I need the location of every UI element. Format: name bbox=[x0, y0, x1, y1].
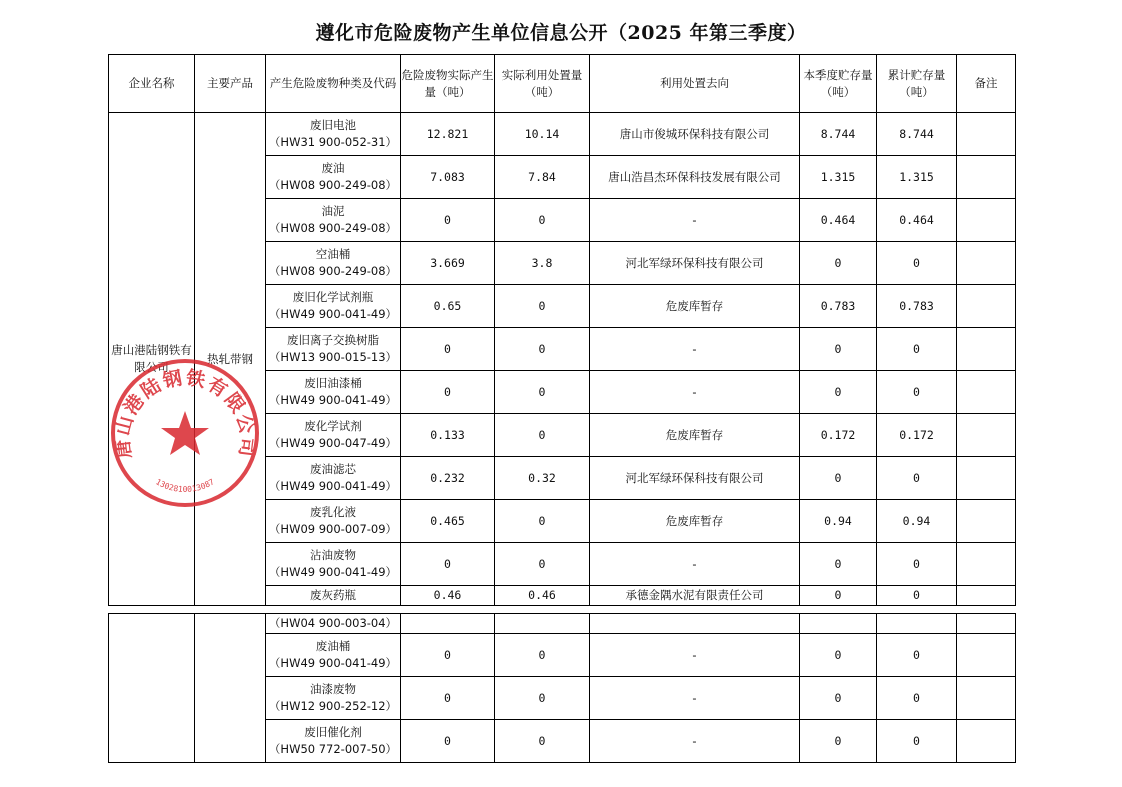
remark-cell bbox=[957, 634, 1016, 677]
remark-cell bbox=[957, 414, 1016, 457]
disposed-cell: 0 bbox=[495, 677, 590, 720]
destination-cell: 唐山浩昌杰环保科技发展有限公司 bbox=[590, 156, 800, 199]
total-storage-cell: 0.783 bbox=[877, 285, 957, 328]
destination-cell: 危废库暂存 bbox=[590, 285, 800, 328]
total-storage-cell: 0.94 bbox=[877, 500, 957, 543]
destination-cell: 河北军绿环保科技有限公司 bbox=[590, 242, 800, 285]
disposed-cell: 0 bbox=[495, 328, 590, 371]
waste-type-cell: 废旧电池 （HW31 900-052-31） bbox=[266, 113, 401, 156]
waste-type-cell: （HW04 900-003-04） bbox=[266, 614, 401, 634]
waste-table-continued bbox=[108, 613, 1016, 763]
total-storage-cell: 1.315 bbox=[877, 156, 957, 199]
disposed-cell: 0 bbox=[495, 634, 590, 677]
main-product-cell: 热轧带钢 bbox=[195, 113, 266, 606]
header-disposed: 实际利用处置量（吨） bbox=[495, 55, 590, 113]
disposed-cell: 0 bbox=[495, 414, 590, 457]
disposed-cell: 7.84 bbox=[495, 156, 590, 199]
waste-table bbox=[108, 54, 1016, 606]
quarter-storage-cell: 0 bbox=[800, 634, 877, 677]
quarter-storage-cell: 0 bbox=[800, 586, 877, 606]
waste-type-cell: 废旧离子交换树脂 （HW13 900-015-13） bbox=[266, 328, 401, 371]
destination-cell: - bbox=[590, 634, 800, 677]
generated-cell: 0 bbox=[401, 720, 495, 763]
header-destination: 利用处置去向 bbox=[590, 55, 800, 113]
generated-cell: 0.46 bbox=[401, 586, 495, 606]
disposed-cell: 0 bbox=[495, 285, 590, 328]
total-storage-cell: 0 bbox=[877, 371, 957, 414]
disposed-cell: 0 bbox=[495, 720, 590, 763]
remark-cell bbox=[957, 371, 1016, 414]
header-total-storage: 累计贮存量（吨） bbox=[877, 55, 957, 113]
generated-cell bbox=[401, 614, 495, 634]
waste-type-cell: 废灰药瓶 bbox=[266, 586, 401, 606]
total-storage-cell: 0 bbox=[877, 720, 957, 763]
company-name-cell-cont bbox=[109, 614, 195, 763]
quarter-storage-cell: 0.172 bbox=[800, 414, 877, 457]
waste-type-cell: 废旧化学试剂瓶 （HW49 900-041-49） bbox=[266, 285, 401, 328]
svg-text:1302810013087: 1302810013087 bbox=[154, 477, 216, 494]
header-row bbox=[109, 55, 1016, 113]
generated-cell: 0.65 bbox=[401, 285, 495, 328]
destination-cell: - bbox=[590, 371, 800, 414]
quarter-storage-cell: 0.94 bbox=[800, 500, 877, 543]
quarter-storage-cell: 0 bbox=[800, 543, 877, 586]
waste-type-cell: 废乳化液 （HW09 900-007-09） bbox=[266, 500, 401, 543]
waste-type-cell: 废油滤芯 （HW49 900-041-49） bbox=[266, 457, 401, 500]
remark-cell bbox=[957, 720, 1016, 763]
header-waste-type: 产生危险废物种类及代码 bbox=[266, 55, 401, 113]
remark-cell bbox=[957, 457, 1016, 500]
waste-type-cell: 废旧油漆桶 （HW49 900-041-49） bbox=[266, 371, 401, 414]
total-storage-cell: 0 bbox=[877, 543, 957, 586]
page-title: 遵化市危险废物产生单位信息公开（2025 年第三季度） bbox=[315, 22, 807, 44]
destination-cell: 危废库暂存 bbox=[590, 500, 800, 543]
generated-cell: 3.669 bbox=[401, 242, 495, 285]
total-storage-cell: 0 bbox=[877, 586, 957, 606]
total-storage-cell: 0 bbox=[877, 457, 957, 500]
remark-cell bbox=[957, 242, 1016, 285]
destination-cell: 唐山市俊城环保科技有限公司 bbox=[590, 113, 800, 156]
total-storage-cell: 0.172 bbox=[877, 414, 957, 457]
remark-cell bbox=[957, 156, 1016, 199]
quarter-storage-cell: 0 bbox=[800, 328, 877, 371]
quarter-storage-cell: 0 bbox=[800, 457, 877, 500]
destination-cell: - bbox=[590, 677, 800, 720]
destination-cell: - bbox=[590, 328, 800, 371]
destination-cell: 河北军绿环保科技有限公司 bbox=[590, 457, 800, 500]
waste-type-cell: 油漆废物 （HW12 900-252-12） bbox=[266, 677, 401, 720]
disposed-cell: 0.32 bbox=[495, 457, 590, 500]
table-row bbox=[109, 614, 1016, 634]
generated-cell: 0 bbox=[401, 634, 495, 677]
generated-cell: 12.821 bbox=[401, 113, 495, 156]
quarter-storage-cell: 0.783 bbox=[800, 285, 877, 328]
remark-cell bbox=[957, 677, 1016, 720]
total-storage-cell: 0 bbox=[877, 328, 957, 371]
header-generated: 危险废物实际产生量（吨） bbox=[401, 55, 495, 113]
waste-type-cell: 废旧催化剂 （HW50 772-007-50） bbox=[266, 720, 401, 763]
header-product: 主要产品 bbox=[195, 55, 266, 113]
remark-cell bbox=[957, 113, 1016, 156]
quarter-storage-cell: 0 bbox=[800, 371, 877, 414]
generated-cell: 0 bbox=[401, 199, 495, 242]
quarter-storage-cell: 1.315 bbox=[800, 156, 877, 199]
destination-cell: - bbox=[590, 199, 800, 242]
destination-cell: 承德金隅水泥有限责任公司 bbox=[590, 586, 800, 606]
generated-cell: 0 bbox=[401, 677, 495, 720]
generated-cell: 0 bbox=[401, 543, 495, 586]
quarter-storage-cell: 8.744 bbox=[800, 113, 877, 156]
remark-cell bbox=[957, 543, 1016, 586]
destination-cell: 危废库暂存 bbox=[590, 414, 800, 457]
total-storage-cell: 8.744 bbox=[877, 113, 957, 156]
quarter-storage-cell: 0 bbox=[800, 677, 877, 720]
quarter-storage-cell bbox=[800, 614, 877, 634]
header-quarter-storage: 本季度贮存量（吨） bbox=[800, 55, 877, 113]
disposed-cell: 0.46 bbox=[495, 586, 590, 606]
disposed-cell bbox=[495, 614, 590, 634]
remark-cell bbox=[957, 328, 1016, 371]
svg-text:唐山港陆钢铁有限公司: 唐山港陆钢铁有限公司 bbox=[111, 366, 259, 460]
generated-cell: 0 bbox=[401, 328, 495, 371]
waste-type-cell: 沾油废物 （HW49 900-041-49） bbox=[266, 543, 401, 586]
quarter-storage-cell: 0.464 bbox=[800, 199, 877, 242]
disposed-cell: 0 bbox=[495, 199, 590, 242]
remark-cell bbox=[957, 614, 1016, 634]
generated-cell: 0.232 bbox=[401, 457, 495, 500]
quarter-storage-cell: 0 bbox=[800, 720, 877, 763]
disposed-cell: 3.8 bbox=[495, 242, 590, 285]
total-storage-cell: 0 bbox=[877, 242, 957, 285]
table-row bbox=[109, 113, 1016, 156]
generated-cell: 0.133 bbox=[401, 414, 495, 457]
disposed-cell: 0 bbox=[495, 500, 590, 543]
destination-cell: - bbox=[590, 543, 800, 586]
header-remark: 备注 bbox=[957, 55, 1016, 113]
disposed-cell: 0 bbox=[495, 543, 590, 586]
remark-cell bbox=[957, 500, 1016, 543]
destination-cell: - bbox=[590, 720, 800, 763]
waste-type-cell: 废油桶 （HW49 900-041-49） bbox=[266, 634, 401, 677]
header-company: 企业名称 bbox=[109, 55, 195, 113]
total-storage-cell: 0 bbox=[877, 677, 957, 720]
remark-cell bbox=[957, 285, 1016, 328]
company-name-cell: 唐山港陆钢铁有限公司 bbox=[109, 113, 195, 606]
destination-cell bbox=[590, 614, 800, 634]
waste-type-cell: 废油 （HW08 900-249-08） bbox=[266, 156, 401, 199]
total-storage-cell: 0 bbox=[877, 634, 957, 677]
disposed-cell: 10.14 bbox=[495, 113, 590, 156]
main-product-cell-cont bbox=[195, 614, 266, 763]
generated-cell: 0 bbox=[401, 371, 495, 414]
generated-cell: 7.083 bbox=[401, 156, 495, 199]
quarter-storage-cell: 0 bbox=[800, 242, 877, 285]
total-storage-cell bbox=[877, 614, 957, 634]
waste-type-cell: 废化学试剂 （HW49 900-047-49） bbox=[266, 414, 401, 457]
remark-cell bbox=[957, 586, 1016, 606]
generated-cell: 0.465 bbox=[401, 500, 495, 543]
disposed-cell: 0 bbox=[495, 371, 590, 414]
waste-type-cell: 空油桶 （HW08 900-249-08） bbox=[266, 242, 401, 285]
remark-cell bbox=[957, 199, 1016, 242]
waste-type-cell: 油泥 （HW08 900-249-08） bbox=[266, 199, 401, 242]
total-storage-cell: 0.464 bbox=[877, 199, 957, 242]
